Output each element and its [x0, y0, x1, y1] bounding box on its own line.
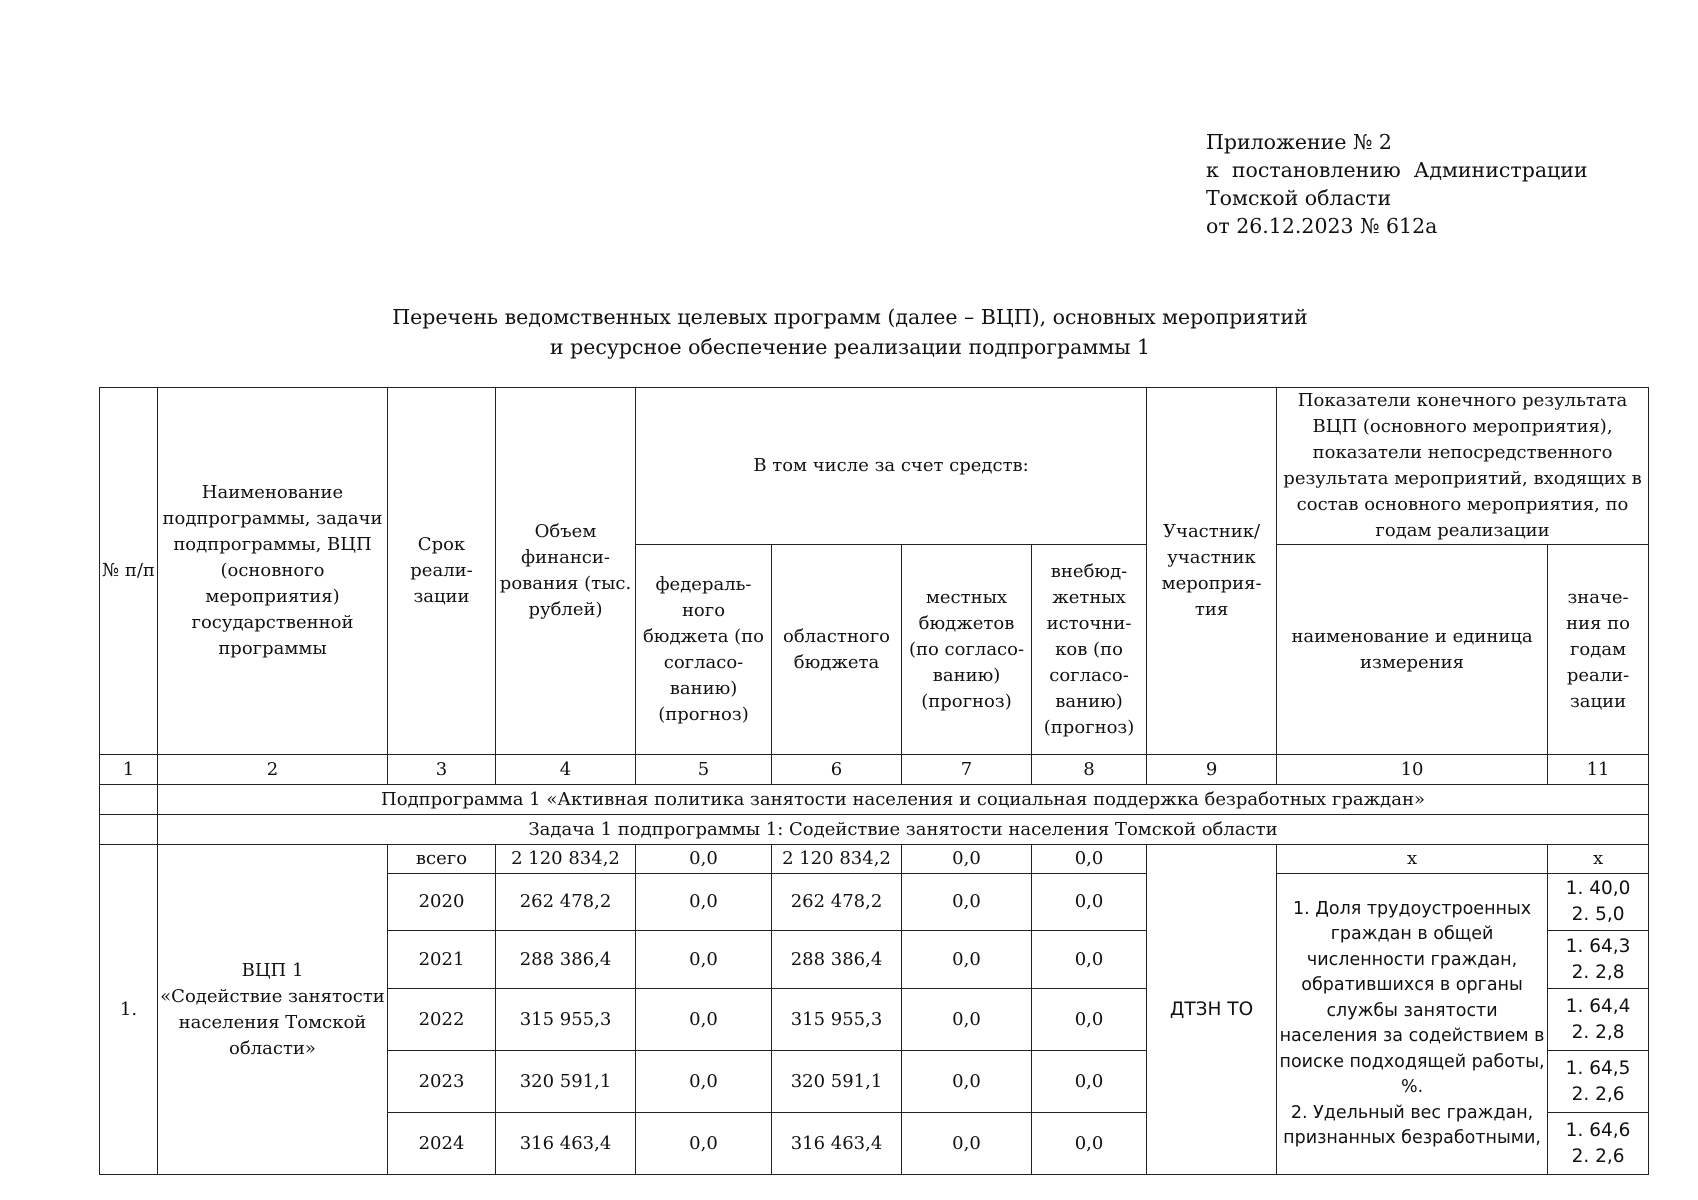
indicator-value-2: 2. 2,8: [1571, 961, 1625, 983]
year-cell: 2022: [388, 989, 496, 1051]
total-local: 0,0: [902, 845, 1032, 874]
volume-cell: 320 591,1: [496, 1051, 636, 1113]
indicator-value-1: 1. 64,6: [1565, 1119, 1631, 1141]
year-cell: 2023: [388, 1051, 496, 1113]
total-indicator-name: х: [1277, 845, 1548, 874]
indicator-value-2: 2. 2,6: [1571, 1083, 1625, 1105]
total-federal: 0,0: [636, 845, 772, 874]
item-name: [158, 845, 388, 1175]
regional-cell: 262 478,2: [772, 874, 902, 931]
local-cell: 0,0: [902, 1051, 1032, 1113]
extra-cell: 0,0: [1032, 1113, 1147, 1175]
federal-cell: 0,0: [636, 874, 772, 931]
header-local: местных бюджетов (по согласо-ванию) (прогноз): [902, 545, 1032, 755]
col-number: 5: [636, 755, 772, 785]
col-number: 9: [1147, 755, 1277, 785]
header-indicators: Показатели конечного результата ВЦП (основного мероприятия), показатели непосредственного результата мероприятий, входящих в состав основного мероприятия, по годам реализации: [1277, 388, 1649, 545]
volume-cell: 315 955,3: [496, 989, 636, 1051]
annex-line-2: к постановлению Администрации: [1206, 158, 1588, 182]
header-volume: Объем финанси-рования (тыс. рублей): [496, 388, 636, 755]
title-line-2: и ресурсное обеспечение реализации подпрограммы 1: [549, 335, 1151, 359]
document-title: [100, 302, 1600, 362]
col-number: 7: [902, 755, 1032, 785]
indicator-text: 1. Доля трудоустроенных граждан в общей численности граждан, обратившихся в органы службы занятости населения за содействием в поиске подходящей работы, %. 2. Удельный вес граждан, признанных безработными,: [1277, 874, 1548, 1175]
indicator-value-1: 1. 64,4: [1565, 995, 1631, 1017]
federal-cell: 0,0: [636, 989, 772, 1051]
item-number: 1.: [100, 845, 158, 1175]
col-number: 11: [1548, 755, 1649, 785]
local-cell: 0,0: [902, 1113, 1032, 1175]
regional-cell: 288 386,4: [772, 931, 902, 989]
header-indicator-values: значе-ния по годам реали-зации: [1548, 545, 1649, 755]
total-extra: 0,0: [1032, 845, 1147, 874]
extra-cell: 0,0: [1032, 874, 1147, 931]
extra-cell: 0,0: [1032, 989, 1147, 1051]
subprogram-row: Подпрограмма 1 «Активная политика занятости населения и социальная поддержка безработных граждан»: [158, 785, 1649, 815]
local-cell: 0,0: [902, 931, 1032, 989]
indicator-value-2: 2. 2,8: [1571, 1021, 1625, 1043]
regional-cell: 320 591,1: [772, 1051, 902, 1113]
task-num-cell: [100, 815, 158, 845]
regional-cell: 316 463,4: [772, 1113, 902, 1175]
indicator-value-1: 1. 64,5: [1565, 1057, 1631, 1079]
regional-cell: 315 955,3: [772, 989, 902, 1051]
indicator-values: [1548, 874, 1649, 931]
federal-cell: 0,0: [636, 931, 772, 989]
year-cell: 2024: [388, 1113, 496, 1175]
program-table: [99, 387, 1649, 1175]
extra-cell: 0,0: [1032, 931, 1147, 989]
indicator-values: [1548, 1051, 1649, 1113]
year-cell: 2020: [388, 874, 496, 931]
total-regional: 2 120 834,2: [772, 845, 902, 874]
federal-cell: 0,0: [636, 1051, 772, 1113]
annex-block: [1206, 128, 1588, 240]
extra-cell: 0,0: [1032, 1051, 1147, 1113]
col-number: 10: [1277, 755, 1548, 785]
header-indicator-name: наименование и единица измерения: [1277, 545, 1548, 755]
volume-cell: 262 478,2: [496, 874, 636, 931]
annex-line-4: от 26.12.2023 № 612а: [1206, 214, 1438, 238]
volume-cell: 316 463,4: [496, 1113, 636, 1175]
indicator-value-2: 2. 2,6: [1571, 1145, 1625, 1167]
col-number: 6: [772, 755, 902, 785]
col-number: 4: [496, 755, 636, 785]
indicator-value-1: 1. 40,0: [1565, 878, 1631, 899]
col-number: 8: [1032, 755, 1147, 785]
item-name-line-2: «Содействие занятости населения Томской области»: [160, 985, 385, 1059]
col-number: 2: [158, 755, 388, 785]
header-participant: Участник/ участник мероприя-тия: [1147, 388, 1277, 755]
task-row: Задача 1 подпрограммы 1: Содействие занятости населения Томской области: [158, 815, 1649, 845]
header-term: Срок реали-зации: [388, 388, 496, 755]
indicator-values: [1548, 989, 1649, 1051]
header-including: В том числе за счет средств:: [636, 388, 1147, 545]
item-participant: ДТЗН ТО: [1147, 845, 1277, 1175]
annex-line-1: Приложение № 2: [1206, 130, 1392, 154]
total-indicator-value: х: [1548, 845, 1649, 874]
header-extrabudget: внебюд-жетных источни-ков (по согласо-ванию) (прогноз): [1032, 545, 1147, 755]
header-federal: федераль-ного бюджета (по согласо-ванию) (прогноз): [636, 545, 772, 755]
item-name-line-1: ВЦП 1: [241, 959, 304, 981]
year-cell: 2021: [388, 931, 496, 989]
total-period: всего: [388, 845, 496, 874]
header-name: Наименование подпрограммы, задачи подпрограммы, ВЦП (основного мероприятия) государственной программы: [158, 388, 388, 755]
header-regional: областного бюджета: [772, 545, 902, 755]
federal-cell: 0,0: [636, 1113, 772, 1175]
total-volume: 2 120 834,2: [496, 845, 636, 874]
indicator-value-1: 1. 64,3: [1565, 935, 1631, 957]
header-num: № п/п: [100, 388, 158, 755]
volume-cell: 288 386,4: [496, 931, 636, 989]
indicator-values: [1548, 1113, 1649, 1175]
title-line-1: Перечень ведомственных целевых программ (далее – ВЦП), основных мероприятий: [392, 305, 1308, 329]
local-cell: 0,0: [902, 989, 1032, 1051]
col-number: 3: [388, 755, 496, 785]
col-number: 1: [100, 755, 158, 785]
annex-line-3: Томской области: [1206, 186, 1392, 210]
local-cell: 0,0: [902, 874, 1032, 931]
indicator-values: [1548, 931, 1649, 989]
subprogram-num-cell: [100, 785, 158, 815]
indicator-value-2: 2. 5,0: [1571, 904, 1625, 925]
